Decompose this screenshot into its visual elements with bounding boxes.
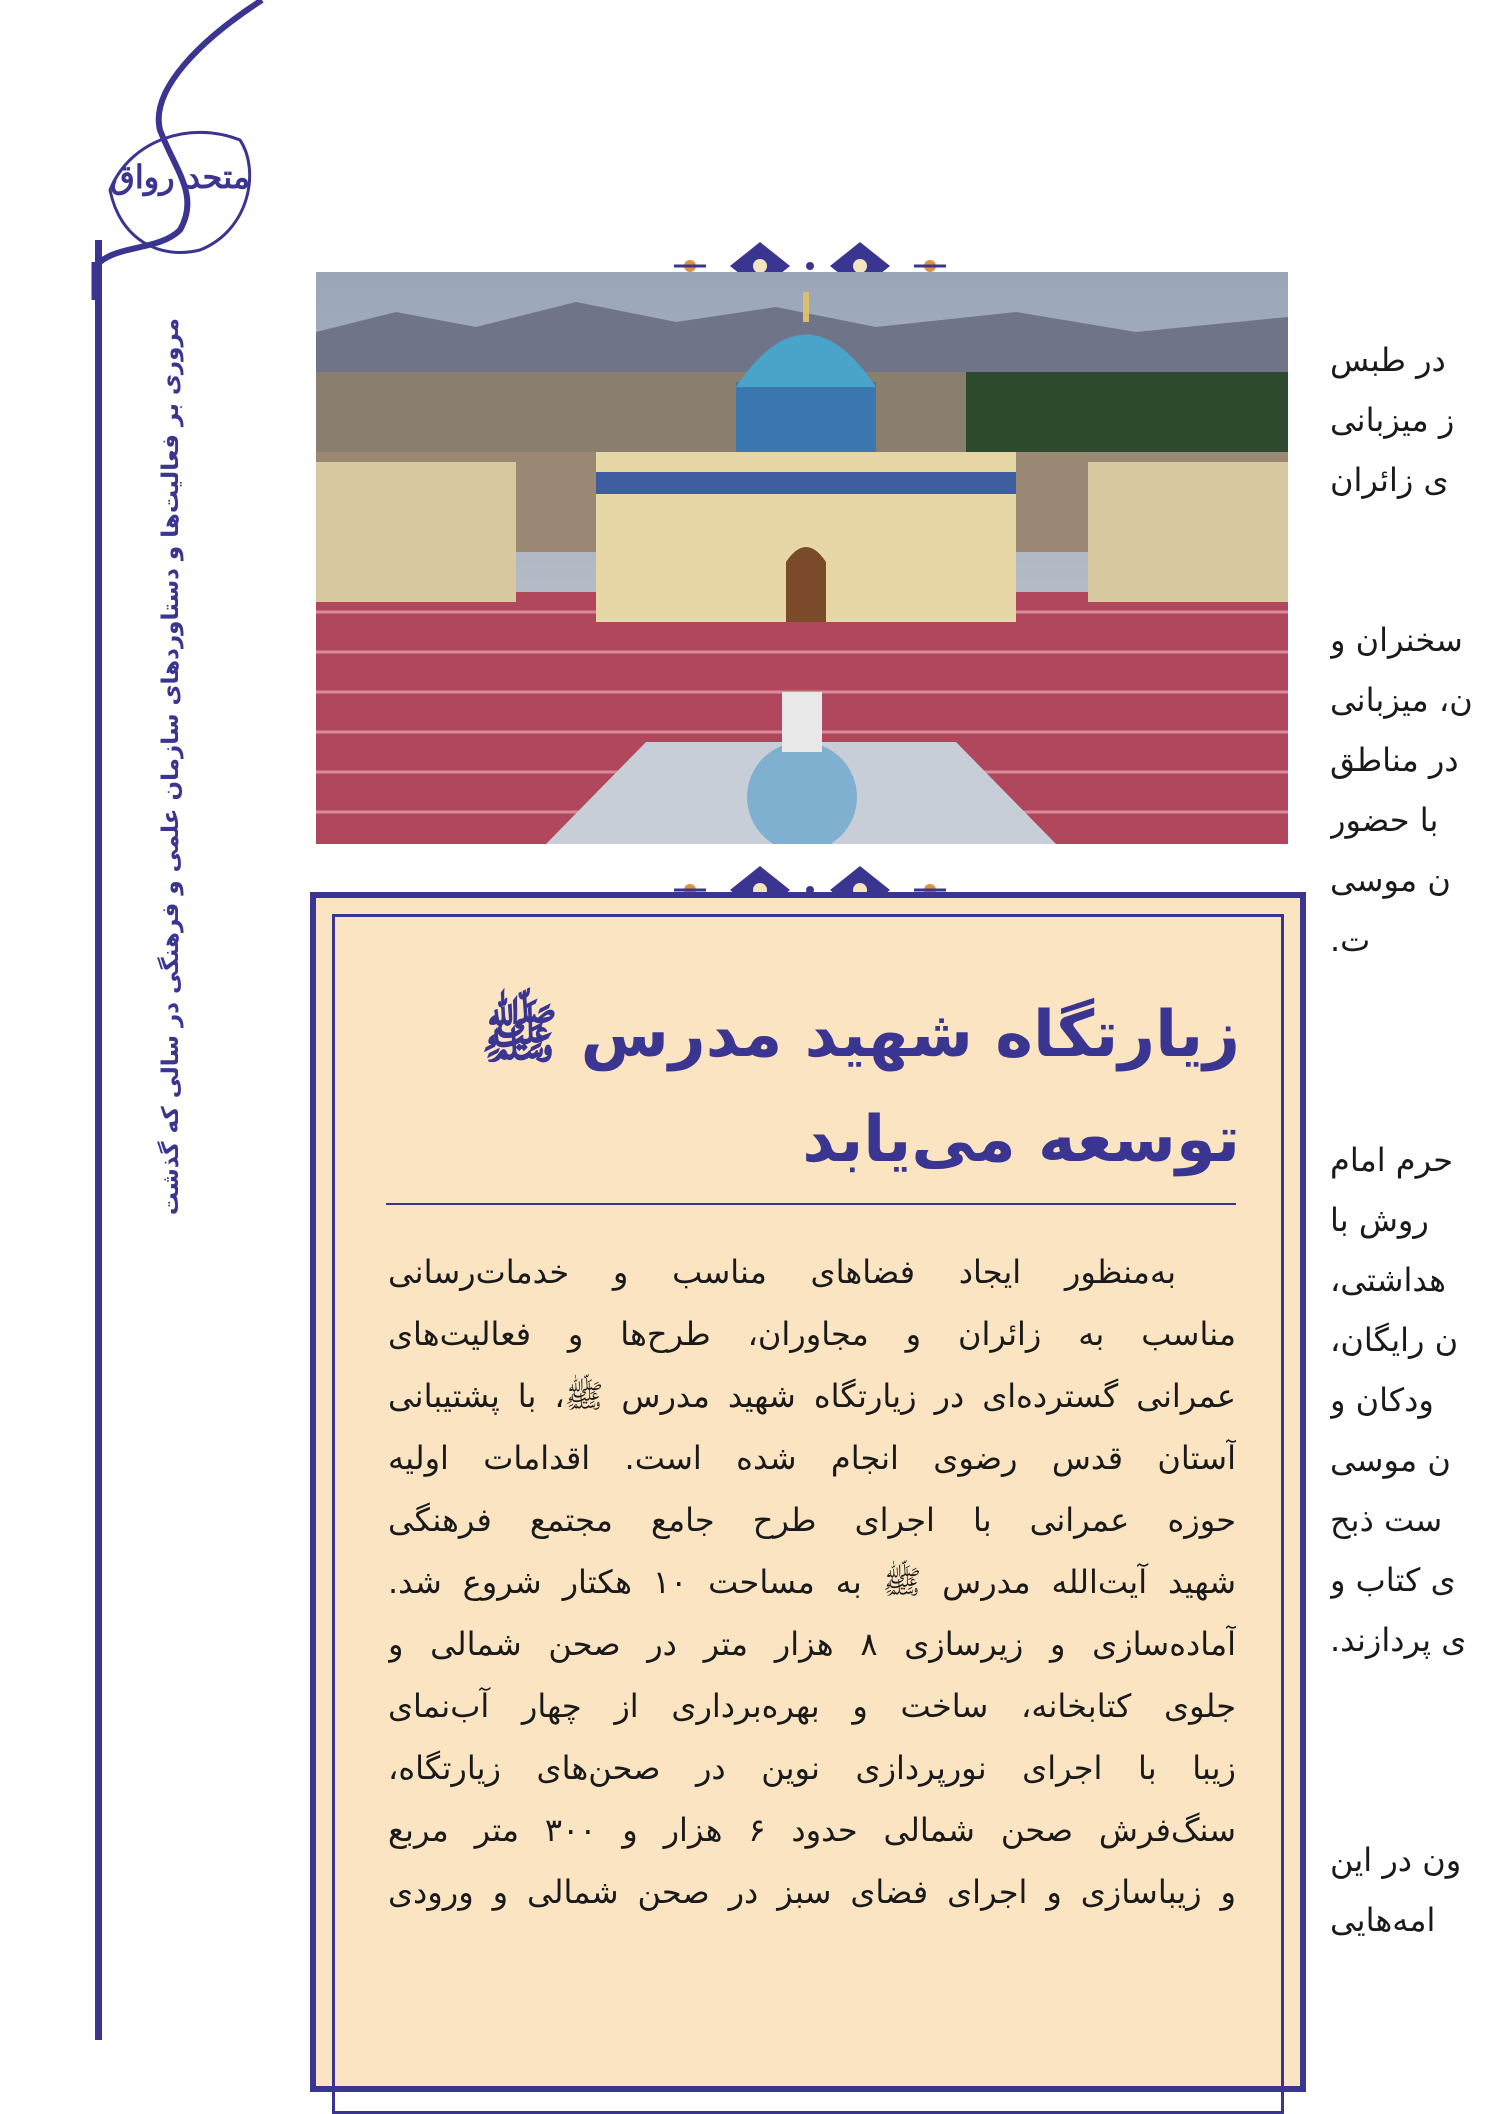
body-line: آستان قدس رضوی انجام شده است. اقدامات اولیه [388,1439,1236,1477]
right-column-text: امه‌هایی [1330,1901,1436,1939]
right-column-text: ز میزبانی [1330,401,1455,439]
right-column-text: ن موسی [1330,861,1451,899]
right-column-text: روش با [1330,1201,1429,1239]
right-column-text: ودکان و [1330,1381,1434,1419]
margin-rule [95,240,102,2040]
body-line: جلوی کتابخانه، ساخت و بهره‌برداری از چهار آب‌نمای [388,1687,1236,1725]
body-line: به‌منظور ایجاد فضاهای مناسب و خدمات‌رسانی [388,1253,1176,1291]
body-line: زیبا با اجرای نورپردازی نوین در صحن‌های زیارتگاه، [388,1749,1236,1787]
title-divider [386,1203,1236,1205]
article-title-line-2: توسعه می‌یابد [802,1103,1240,1177]
body-line: و زیباسازی و اجرای فضای سبز در صحن شمالی و ورودی [388,1873,1236,1911]
section-running-head: مروری بر فعالیت‌ها و دستاوردهای سازمان علمی و فرهنگی در سالی که گذشت [158,318,184,1216]
right-column-text: حرم امام [1330,1141,1454,1179]
right-column-text: در مناطق [1330,741,1459,779]
publication-logo [100,120,260,260]
right-column-text: ن، میزبانی [1330,681,1473,719]
right-column-text: سخنران و [1330,621,1463,659]
right-column-text: هداشتی، [1330,1261,1447,1299]
body-line: مناسب به زائران و مجاوران، طرح‌ها و فعالیت‌های [388,1315,1236,1353]
right-column-text: ی پردازند. [1330,1621,1467,1659]
shrine-photo [316,272,1288,844]
body-line: سنگ‌فرش صحن شمالی حدود ۶ هزار و ۳۰۰ متر مربع [388,1811,1236,1849]
right-column-text: ی کتاب و [1330,1561,1456,1599]
logo-text: متحد رواق [109,158,250,196]
right-column-text: با حضور [1330,801,1439,839]
right-column-text: در طبس [1330,341,1446,379]
shrine-illustration [316,272,1288,844]
right-column-text: ی زائران [1330,461,1449,499]
article-title-line-1: زیارتگاه شهید مدرس ﷺ [481,998,1240,1072]
body-line: شهید آیت‌الله مدرس ﷺ به مساحت ۱۰ هکتار شروع شد. [388,1563,1236,1601]
right-column-text: ت. [1330,921,1371,959]
body-line: آماده‌سازی و زیرسازی ۸ هزار متر در صحن شمالی و [388,1625,1236,1663]
right-column-text: ن رایگان، [1330,1321,1459,1359]
body-line: حوزه عمرانی با اجرای طرح جامع مجتمع فرهنگی [388,1501,1236,1539]
right-column-text: ن موسی [1330,1441,1451,1479]
body-line: عمرانی گسترده‌ای در زیارتگاه شهید مدرس ﷺ، با پشتیبانی [388,1377,1236,1415]
right-column-text: ست ذبح [1330,1501,1443,1539]
right-column-text: ون در این [1330,1841,1462,1879]
